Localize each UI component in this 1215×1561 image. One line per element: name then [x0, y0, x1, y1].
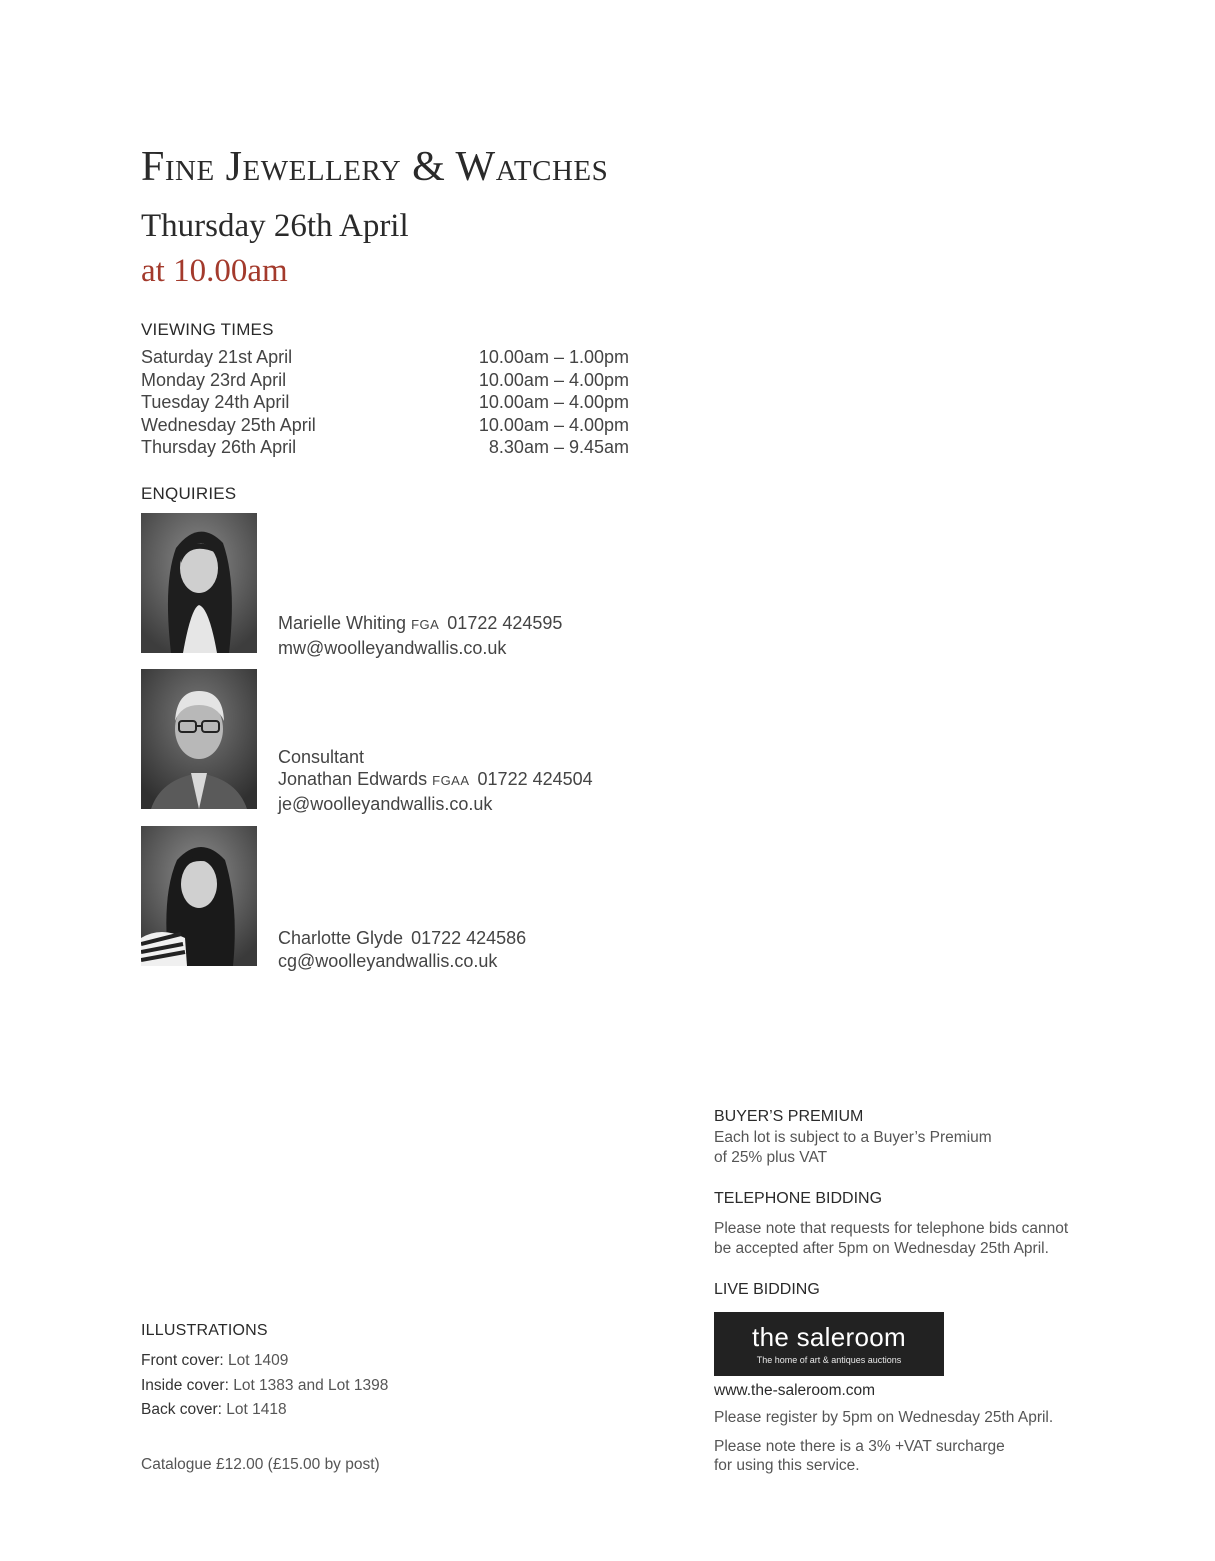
viewing-time: 8.30am – 9.45am [488, 437, 629, 457]
viewing-times-table [141, 346, 641, 459]
telephone-bidding-heading: TELEPHONE BIDDING [714, 1190, 883, 1207]
buyers-premium-line: Each lot is subject to a Buyer’s Premium [714, 1129, 992, 1146]
contact-phone[interactable]: 01722 424586 [411, 928, 527, 948]
illustration-value: Lot 1409 [228, 1352, 289, 1369]
surcharge-note: for using this service. [714, 1457, 860, 1474]
saleroom-url-link[interactable]: www.the-saleroom.com [714, 1382, 876, 1399]
illustration-label: Back cover: [141, 1401, 222, 1418]
viewing-time: 10.00am – 1.00pm [478, 347, 629, 367]
contact-name: Jonathan Edwards [278, 769, 428, 789]
saleroom-logo[interactable] [714, 1312, 944, 1376]
illustration-value: Lot 1383 and Lot 1398 [233, 1377, 389, 1394]
viewing-row [141, 414, 641, 437]
contact-email[interactable]: mw@woolleyandwallis.co.uk [278, 637, 507, 658]
buyers-premium-heading: BUYER’S PREMIUM [714, 1108, 864, 1125]
telephone-bidding-line: Please note that requests for telephone bids cannot [714, 1220, 1069, 1237]
illustration-item [141, 1352, 288, 1370]
contact-phone[interactable]: 01722 424504 [477, 769, 593, 789]
viewing-day: Wednesday 25th April [141, 414, 316, 435]
contact-details [278, 927, 526, 972]
illustration-label: Inside cover: [141, 1377, 229, 1394]
buyers-premium-line: of 25% plus VAT [714, 1149, 828, 1166]
viewing-day: Monday 23rd April [141, 369, 287, 390]
illustration-label: Front cover: [141, 1352, 224, 1369]
viewing-time: 10.00am – 4.00pm [478, 369, 629, 390]
viewing-day: Tuesday 24th April [141, 392, 290, 412]
contact-details [278, 746, 593, 816]
viewing-time: 10.00am – 4.00pm [478, 392, 629, 412]
contact-name: Charlotte Glyde [278, 928, 404, 948]
sale-time: at 10.00am [141, 253, 288, 289]
telephone-bidding-line: be accepted after 5pm on Wednesday 25th April. [714, 1240, 1049, 1257]
illustrations-heading: ILLUSTRATIONS [141, 1322, 268, 1339]
contact-name: Marielle Whiting [278, 613, 407, 633]
saleroom-logo-name: the saleroom [752, 1322, 906, 1352]
illustration-value: Lot 1418 [226, 1401, 287, 1418]
page-title: Fine Jewellery & Watches [141, 144, 609, 190]
illustration-item [141, 1401, 287, 1419]
contact-phone[interactable]: 01722 424595 [447, 613, 563, 633]
contact-photo [141, 513, 257, 653]
catalogue-price: Catalogue £12.00 (£15.00 by post) [141, 1456, 380, 1473]
viewing-row [141, 346, 641, 369]
contact-photo [141, 669, 257, 809]
saleroom-logo-tagline: The home of art & antiques auctions [756, 1355, 902, 1365]
illustration-item [141, 1377, 388, 1395]
contact-photo [141, 826, 257, 966]
contact-qualification: FGA [411, 617, 440, 632]
contact-email[interactable]: je@woolleyandwallis.co.uk [278, 793, 493, 814]
contact-card [141, 513, 641, 658]
enquiries-heading: ENQUIRIES [141, 484, 237, 503]
viewing-times-heading: VIEWING TIMES [141, 320, 274, 339]
live-bidding-heading: LIVE BIDDING [714, 1281, 820, 1298]
sale-date: Thursday 26th April [141, 208, 409, 244]
contact-card [141, 669, 641, 814]
surcharge-note: Please note there is a 3% +VAT surcharge [714, 1438, 1005, 1455]
viewing-day: Thursday 26th April [141, 437, 297, 457]
contact-card [141, 826, 641, 971]
contact-details [278, 612, 562, 659]
viewing-time: 10.00am – 4.00pm [478, 414, 629, 435]
contact-email[interactable]: cg@woolleyandwallis.co.uk [278, 950, 498, 971]
viewing-day: Saturday 21st April [141, 347, 293, 367]
contact-qualification: FGAA [432, 773, 470, 788]
viewing-row [141, 391, 641, 414]
register-note: Please register by 5pm on Wednesday 25th April. [714, 1409, 1054, 1426]
contact-role: Consultant [278, 746, 365, 767]
viewing-row [141, 369, 641, 392]
viewing-row [141, 436, 641, 459]
